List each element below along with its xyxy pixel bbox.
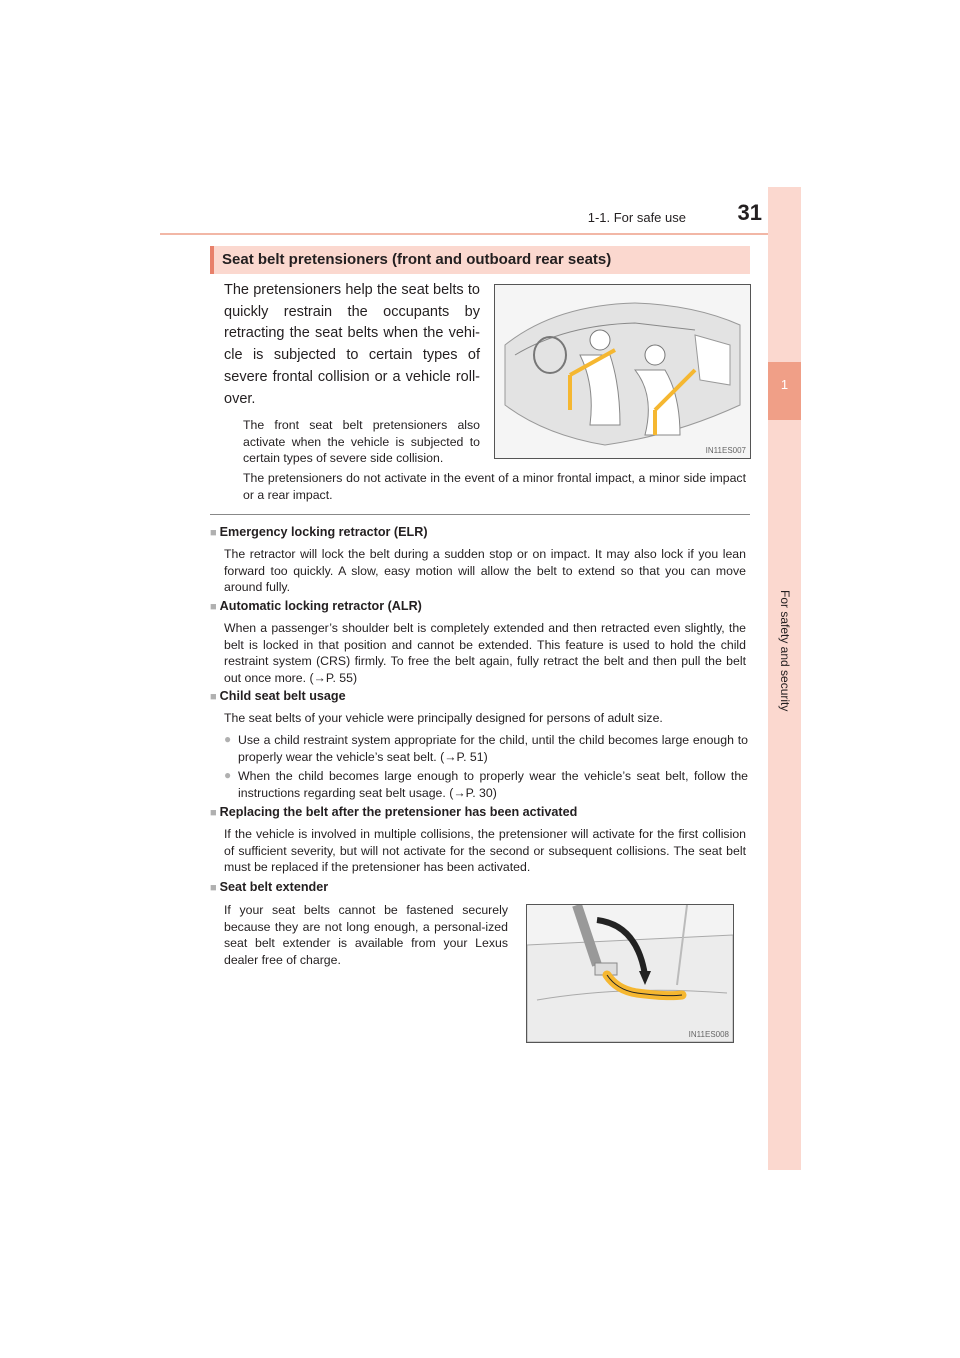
intro-note-1: The front seat belt pretensioners also activate when the vehicle is subjected to certain types of severe side collision.	[243, 418, 480, 465]
text-child-bullet-2: When the child becomes large enough to properly wear the vehicle’s seat belt, follow the instructions regarding seat belt usage. (→P. 30)	[238, 769, 748, 800]
heading-extender: ■ Seat belt extender	[210, 880, 329, 894]
heading-replace: ■ Replacing the belt after the pretensioner has been activated	[210, 805, 578, 819]
bullet-icon: ●	[224, 732, 232, 746]
text-elr: The retractor will lock the belt during a sudden stop or on impact. It may also lock if you lean forward too quickly. A slow, easy motion will allow the belt to extend so that you can move around fully.	[224, 547, 746, 594]
car-interior-icon	[495, 285, 750, 458]
text-child: The seat belts of your vehicle were principally designed for persons of adult size.	[224, 711, 663, 725]
heading-alr: ■ Automatic locking retractor (ALR)	[210, 599, 422, 613]
section-divider	[210, 514, 750, 515]
heading-elr: ■ Emergency locking retractor (ELR)	[210, 525, 428, 539]
pretensioner-illustration	[494, 284, 751, 459]
text-extender: If your seat belts cannot be fastened securely because they are not long enough, a personal-ized seat belt extender is available from your Lexus dealer free of charge.	[224, 903, 508, 967]
section-title-accent	[210, 246, 214, 274]
heading-child: ■ Child seat belt usage	[210, 689, 346, 703]
seat-belt-extender-icon	[527, 905, 733, 1042]
header-rule	[160, 233, 800, 235]
seat-belt-extender-illustration	[526, 904, 734, 1043]
text-alr: When a passenger’s shoulder belt is completely extended and then retracted even slightly, the belt is locked in that position and cannot be extended. This feature is used to hold the child restraint system (CRS) firmly. To free the belt again, fully retract the belt and then pull the belt out once more. (→P. 55)	[224, 621, 746, 685]
section-title: Seat belt pretensioners (front and outboard rear seats)	[222, 251, 612, 268]
bullet-icon: ●	[224, 768, 232, 782]
page-number: 31	[737, 200, 762, 225]
chapter-label: For safety and security	[778, 590, 792, 712]
intro-note-2: The pretensioners do not activate in the event of a minor frontal impact, a minor side impact or a rear impact.	[243, 471, 746, 502]
text-replace: If the vehicle is involved in multiple collisions, the pretensioner will activate for the first collision of sufficient severity, but will not activate for the second or subsequent collisions. The seat belt must be replaced if the pretensioner has been activated.	[224, 827, 746, 874]
intro-text: The pretensioners help the seat belts to quickly restrain the occupants by retracting the seat belts when the vehi-cle is subjected to certain types of severe frontal collision or a vehicle roll-over.	[224, 282, 480, 407]
figure-code: IN11ES008	[688, 1030, 729, 1039]
chapter-number: 1	[780, 377, 789, 392]
text-child-bullet-1: Use a child restraint system appropriate for the child, until the child becomes large enough to properly wear the vehicle’s seat belt. (→P. 51)	[238, 733, 748, 764]
running-header-section: 1-1. For safe use	[587, 210, 686, 225]
figure-code: IN11ES007	[705, 446, 746, 455]
